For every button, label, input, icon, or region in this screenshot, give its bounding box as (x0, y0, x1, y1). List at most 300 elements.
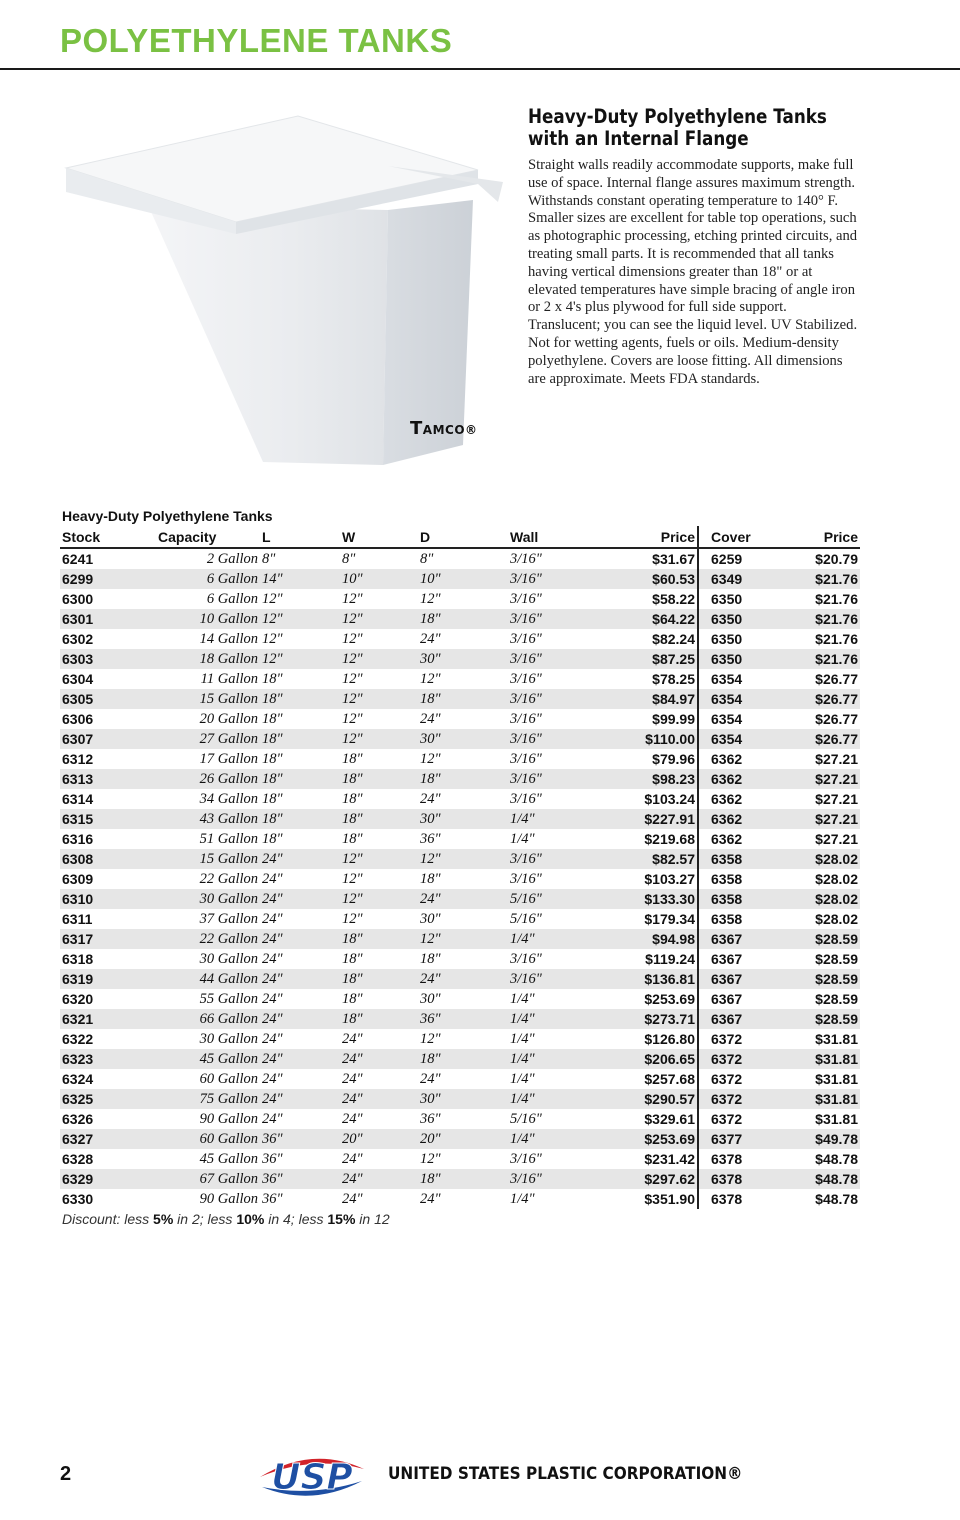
capacity-cell: 90 Gallon (199, 1111, 258, 1127)
cover-price-cell: $28.02 (815, 911, 858, 927)
depth-cell: 36" (418, 1009, 508, 1029)
table-row (60, 589, 860, 609)
stock-cell: 6311 (62, 911, 93, 927)
wall-cell: 1/4" (508, 1129, 588, 1149)
price-cell: $98.23 (588, 769, 698, 789)
width-cell: 24" (342, 1031, 363, 1047)
stock-cell: 6330 (62, 1191, 94, 1207)
width-cell: 24" (342, 1191, 363, 1207)
price-cell: $227.91 (588, 809, 698, 829)
length-cell: 18" (260, 809, 340, 829)
capacity-cell: 30 Gallon (199, 951, 258, 967)
title-divider (0, 68, 960, 70)
capacity-cell: 60 Gallon (156, 1129, 260, 1149)
cover-price-cell: $28.59 (815, 951, 858, 967)
depth-cell: 24" (420, 791, 441, 807)
wall-cell: 3/16" (510, 951, 542, 967)
table-row (60, 789, 860, 809)
company-name: UNITED STATES PLASTIC CORPORATION® (388, 1464, 743, 1484)
cover-price-cell: $49.78 (780, 1129, 860, 1149)
stock-cell: 6324 (62, 1071, 94, 1087)
capacity-cell: 22 Gallon (199, 871, 258, 887)
cover-price-cell: $31.81 (780, 1049, 860, 1069)
depth-cell: 12" (420, 1151, 441, 1167)
stock-cell: 6302 (62, 631, 94, 647)
depth-cell: 24" (420, 631, 441, 647)
width-cell: 12" (342, 631, 363, 647)
wall-cell: 1/4" (508, 1089, 588, 1109)
depth-cell: 30" (418, 809, 508, 829)
length-cell: 24" (262, 1031, 283, 1047)
depth-cell: 18" (418, 769, 508, 789)
wall-cell: 3/16" (510, 671, 542, 687)
col-width: W (340, 526, 418, 548)
width-cell: 12" (340, 649, 418, 669)
wall-cell: 1/4" (508, 929, 588, 949)
wall-cell: 3/16" (508, 689, 588, 709)
width-cell: 20" (340, 1129, 418, 1149)
cover-price-cell: $20.79 (815, 551, 858, 567)
width-cell: 10" (340, 569, 418, 589)
price-cell: $99.99 (652, 711, 695, 727)
length-cell: 36" (260, 1169, 340, 1189)
width-cell: 24" (342, 1071, 363, 1087)
table-row (60, 1189, 860, 1209)
cover-cell: 6372 (698, 1089, 780, 1109)
capacity-cell: 90 Gallon (199, 1191, 258, 1207)
wall-cell: 3/16" (510, 591, 542, 607)
wall-cell: 3/16" (510, 551, 542, 567)
length-cell: 24" (260, 1049, 340, 1069)
depth-cell: 24" (420, 1071, 441, 1087)
table-row (60, 909, 860, 929)
capacity-cell: 75 Gallon (156, 1089, 260, 1109)
table-header-row (60, 526, 860, 548)
wall-cell: 3/16" (510, 871, 542, 887)
capacity-cell: 43 Gallon (156, 809, 260, 829)
width-cell: 24" (342, 1151, 363, 1167)
cover-cell: 6362 (698, 769, 780, 789)
depth-cell: 36" (420, 1111, 441, 1127)
price-cell: $297.62 (588, 1169, 698, 1189)
price-cell: $126.80 (644, 1031, 695, 1047)
cover-cell: 6367 (698, 949, 780, 969)
table-row (60, 749, 860, 769)
wall-cell: 5/16" (510, 911, 542, 927)
depth-cell: 36" (420, 831, 441, 847)
table-row (60, 1129, 860, 1149)
cover-price-cell: $26.77 (780, 689, 860, 709)
cover-price-cell: $28.59 (780, 1009, 860, 1029)
cover-price-cell: $31.81 (815, 1111, 858, 1127)
length-cell: 24" (260, 889, 340, 909)
depth-cell: 18" (420, 871, 441, 887)
length-cell: 18" (262, 791, 283, 807)
depth-cell: 20" (418, 1129, 508, 1149)
width-cell: 18" (342, 831, 363, 847)
cover-cell: 6378 (698, 1169, 780, 1189)
price-cell: $103.24 (644, 791, 695, 807)
cover-cell: 6377 (698, 1129, 780, 1149)
cover-cell: 6358 (698, 869, 780, 889)
capacity-cell: 26 Gallon (156, 769, 260, 789)
table-row (60, 729, 860, 749)
width-cell: 12" (342, 671, 363, 687)
usp-logo (256, 1447, 368, 1502)
capacity-cell: 22 Gallon (156, 929, 260, 949)
length-cell: 18" (262, 831, 283, 847)
depth-cell: 30" (420, 911, 441, 927)
wall-cell: 1/4" (510, 831, 535, 847)
cover-price-cell: $26.77 (815, 671, 858, 687)
length-cell: 24" (262, 951, 283, 967)
cover-cell: 6354 (698, 689, 780, 709)
capacity-cell: 6 Gallon (206, 591, 258, 607)
length-cell: 36" (260, 1129, 340, 1149)
table-row (60, 1049, 860, 1069)
table-row (60, 829, 860, 849)
cover-cell: 6378 (698, 1189, 780, 1209)
tanks-table (60, 526, 860, 1209)
price-cell: $273.71 (588, 1009, 698, 1029)
length-cell: 24" (260, 1009, 340, 1029)
capacity-cell: 17 Gallon (199, 751, 258, 767)
wall-cell: 1/4" (510, 1191, 535, 1207)
length-cell: 24" (262, 1071, 283, 1087)
depth-cell: 18" (418, 609, 508, 629)
length-cell: 8" (262, 551, 276, 567)
table-row (60, 649, 860, 669)
width-cell: 12" (342, 871, 363, 887)
depth-cell: 30" (418, 1089, 508, 1109)
cover-price-cell: $21.76 (780, 609, 860, 629)
cover-cell: 6367 (698, 1009, 780, 1029)
width-cell: 12" (342, 911, 363, 927)
table-row (60, 1109, 860, 1129)
depth-cell: 18" (418, 1049, 508, 1069)
depth-cell: 12" (420, 591, 441, 607)
wall-cell: 3/16" (508, 769, 588, 789)
width-cell: 18" (340, 809, 418, 829)
width-cell: 18" (342, 951, 363, 967)
length-cell: 12" (262, 631, 283, 647)
table-row (60, 849, 860, 869)
length-cell: 18" (262, 711, 283, 727)
col-capacity: Capacity (156, 526, 260, 548)
price-cell: $253.69 (644, 991, 695, 1007)
table-row (60, 569, 860, 589)
price-cell: $119.24 (645, 951, 695, 967)
stock-cell: 6322 (62, 1031, 94, 1047)
price-cell: $79.96 (652, 751, 695, 767)
wall-cell: 1/4" (510, 991, 535, 1007)
cover-price-cell: $27.21 (815, 751, 858, 767)
stock-cell: 6307 (60, 729, 156, 749)
stock-cell: 6315 (60, 809, 156, 829)
table-row (60, 889, 860, 909)
price-cell: $253.69 (588, 1129, 698, 1149)
capacity-cell: 66 Gallon (156, 1009, 260, 1029)
table-row (60, 929, 860, 949)
length-cell: 24" (260, 969, 340, 989)
col-wall: Wall (508, 526, 588, 548)
col-cover: Cover (698, 526, 780, 548)
price-cell: $84.97 (588, 689, 698, 709)
depth-cell: 12" (420, 1031, 441, 1047)
stock-cell: 6326 (62, 1111, 94, 1127)
cover-price-cell: $27.21 (815, 791, 858, 807)
capacity-cell: 6 Gallon (156, 569, 260, 589)
wall-cell: 5/16" (508, 889, 588, 909)
length-cell: 24" (262, 991, 283, 1007)
col-price: Price (588, 526, 698, 548)
capacity-cell: 51 Gallon (199, 831, 258, 847)
depth-cell: 12" (420, 751, 441, 767)
stock-cell: 6305 (60, 689, 156, 709)
price-cell: $110.00 (588, 729, 698, 749)
cover-cell: 6372 (698, 1029, 780, 1049)
depth-cell: 12" (418, 849, 508, 869)
cover-cell: 6372 (698, 1069, 780, 1089)
wall-cell: 3/16" (508, 1169, 588, 1189)
capacity-cell: 30 Gallon (199, 1031, 258, 1047)
cover-cell: 6350 (698, 589, 780, 609)
cover-price-cell: $28.02 (780, 889, 860, 909)
cover-cell: 6362 (698, 789, 780, 809)
cover-cell: 6358 (698, 889, 780, 909)
table-row (60, 869, 860, 889)
width-cell: 12" (340, 849, 418, 869)
capacity-cell: 20 Gallon (199, 711, 258, 727)
capacity-cell: 34 Gallon (199, 791, 258, 807)
page-number: 2 (60, 1463, 72, 1485)
stock-cell: 6308 (60, 849, 156, 869)
stock-cell: 6313 (60, 769, 156, 789)
cover-cell: 6378 (698, 1149, 780, 1169)
length-cell: 24" (260, 929, 340, 949)
width-cell: 12" (340, 729, 418, 749)
table-row (60, 1169, 860, 1189)
cover-price-cell: $26.77 (815, 711, 858, 727)
table-row (60, 1069, 860, 1089)
wall-cell: 1/4" (510, 1031, 535, 1047)
price-cell: $351.90 (644, 1191, 695, 1207)
svg-text:USP: USP (271, 1457, 353, 1498)
wall-cell: 3/16" (508, 729, 588, 749)
depth-cell: 12" (420, 671, 441, 687)
stock-cell: 6304 (62, 671, 94, 687)
depth-cell: 24" (420, 711, 441, 727)
cover-price-cell: $28.02 (780, 849, 860, 869)
stock-cell: 6303 (60, 649, 156, 669)
width-cell: 18" (340, 769, 418, 789)
price-cell: $60.53 (588, 569, 698, 589)
table-row (60, 769, 860, 789)
price-cell: $136.81 (588, 969, 698, 989)
width-cell: 24" (340, 1049, 418, 1069)
cover-price-cell: $27.21 (780, 809, 860, 829)
cover-price-cell: $48.78 (780, 1169, 860, 1189)
cover-cell: 6362 (698, 829, 780, 849)
cover-price-cell: $48.78 (815, 1151, 858, 1167)
wall-cell: 3/16" (510, 751, 542, 767)
cover-cell: 6367 (698, 969, 780, 989)
cover-price-cell: $31.81 (780, 1089, 860, 1109)
width-cell: 24" (340, 1089, 418, 1109)
length-cell: 12" (260, 649, 340, 669)
table-row (60, 1089, 860, 1109)
width-cell: 18" (342, 991, 363, 1007)
table-row (60, 1009, 860, 1029)
stock-cell: 6312 (62, 751, 94, 767)
cover-cell: 6372 (698, 1109, 780, 1129)
stock-cell: 6317 (60, 929, 156, 949)
capacity-cell: 27 Gallon (156, 729, 260, 749)
table-row (60, 689, 860, 709)
length-cell: 18" (260, 769, 340, 789)
width-cell: 18" (340, 1009, 418, 1029)
capacity-cell: 60 Gallon (199, 1071, 258, 1087)
width-cell: 12" (342, 591, 363, 607)
cover-price-cell: $27.21 (780, 769, 860, 789)
wall-cell: 3/16" (510, 631, 542, 647)
width-cell: 12" (340, 889, 418, 909)
col-length: L (260, 526, 340, 548)
capacity-cell: 45 Gallon (156, 1049, 260, 1069)
table-row (60, 809, 860, 829)
width-cell: 18" (342, 751, 363, 767)
wall-cell: 3/16" (508, 649, 588, 669)
width-cell: 18" (342, 791, 363, 807)
wall-cell: 5/16" (510, 1111, 542, 1127)
capacity-cell: 44 Gallon (156, 969, 260, 989)
depth-cell: 18" (418, 1169, 508, 1189)
length-cell: 18" (260, 729, 340, 749)
capacity-cell: 45 Gallon (199, 1151, 258, 1167)
width-cell: 18" (340, 969, 418, 989)
width-cell: 18" (340, 929, 418, 949)
cover-cell: 6354 (698, 729, 780, 749)
wall-cell: 3/16" (508, 849, 588, 869)
tamco-logo: TAMCO® (410, 418, 478, 439)
capacity-cell: 14 Gallon (199, 631, 258, 647)
capacity-cell: 67 Gallon (156, 1169, 260, 1189)
cover-cell: 6350 (698, 629, 780, 649)
width-cell: 8" (342, 551, 356, 567)
stock-cell: 6325 (60, 1089, 156, 1109)
col-stock: Stock (60, 526, 156, 548)
price-cell: $103.27 (644, 871, 695, 887)
capacity-cell: 15 Gallon (156, 689, 260, 709)
stock-cell: 6318 (62, 951, 94, 967)
cover-price-cell: $21.76 (780, 569, 860, 589)
cover-cell: 6358 (698, 909, 780, 929)
price-cell: $206.65 (588, 1049, 698, 1069)
price-cell: $257.68 (644, 1071, 695, 1087)
cover-cell: 6367 (698, 929, 780, 949)
price-cell: $82.24 (652, 631, 695, 647)
cover-cell: 6354 (698, 709, 780, 729)
table-caption: Heavy-Duty Polyethylene Tanks (62, 508, 273, 524)
price-cell: $231.42 (644, 1151, 695, 1167)
cover-cell: 6372 (698, 1049, 780, 1069)
cover-price-cell: $31.81 (815, 1031, 858, 1047)
stock-cell: 6309 (62, 871, 94, 887)
stock-cell: 6301 (60, 609, 156, 629)
table-row (60, 629, 860, 649)
cover-price-cell: $28.59 (780, 969, 860, 989)
depth-cell: 30" (418, 649, 508, 669)
cover-cell: 6259 (698, 548, 780, 569)
wall-cell: 3/16" (508, 969, 588, 989)
stock-cell: 6310 (60, 889, 156, 909)
length-cell: 24" (262, 911, 283, 927)
product-heading: Heavy-Duty Polyethylene Tanks with an Internal Flange (528, 105, 827, 150)
table-row (60, 1149, 860, 1169)
width-cell: 12" (340, 689, 418, 709)
depth-cell: 18" (420, 951, 441, 967)
cover-price-cell: $31.81 (815, 1071, 858, 1087)
length-cell: 18" (262, 671, 283, 687)
product-description: Straight walls readily accommodate supports, make full use of space. Internal flange assures maximum strength. Withstands constant operating temperature to 140° F. Smaller sizes are excellent for table top operations, such as photographic processing, etching printed circuits, and treating small parts. It is recommended that all tanks having vertical dimensions greater than 18" or at elevated temperatures have simple bracing of angle iron or 2 x 4's plus plywood for full side support. Translucent; you can see the liquid level. UV Stabilized. Not for wetting agents, fuels or oils. Medium-density polyethylene. Covers are loose fitting. All dimensions are approximate. Meets FDA standards. (528, 157, 858, 387)
col-depth: D (418, 526, 508, 548)
price-cell: $87.25 (588, 649, 698, 669)
length-cell: 24" (260, 1089, 340, 1109)
wall-cell: 1/4" (510, 1071, 535, 1087)
depth-cell: 8" (420, 551, 434, 567)
length-cell: 18" (262, 751, 283, 767)
table-row (60, 969, 860, 989)
wall-cell: 1/4" (508, 1009, 588, 1029)
capacity-cell: 2 Gallon (206, 551, 258, 567)
price-cell: $290.57 (588, 1089, 698, 1109)
length-cell: 14" (260, 569, 340, 589)
price-cell: $82.57 (588, 849, 698, 869)
depth-cell: 24" (420, 1191, 441, 1207)
cover-price-cell: $21.76 (780, 649, 860, 669)
width-cell: 24" (342, 1111, 363, 1127)
table-row (60, 949, 860, 969)
stock-cell: 6316 (62, 831, 94, 847)
cover-cell: 6358 (698, 849, 780, 869)
width-cell: 12" (340, 609, 418, 629)
width-cell: 12" (342, 711, 363, 727)
price-cell: $329.61 (644, 1111, 695, 1127)
cover-cell: 6349 (698, 569, 780, 589)
wall-cell: 3/16" (508, 609, 588, 629)
table-row (60, 989, 860, 1009)
stock-cell: 6321 (60, 1009, 156, 1029)
page-title: POLYETHYLENE TANKS (60, 22, 453, 59)
cover-cell: 6350 (698, 649, 780, 669)
depth-cell: 30" (418, 729, 508, 749)
length-cell: 24" (260, 849, 340, 869)
table-row (60, 548, 860, 569)
depth-cell: 12" (418, 929, 508, 949)
length-cell: 12" (260, 609, 340, 629)
wall-cell: 1/4" (508, 809, 588, 829)
length-cell: 36" (262, 1191, 283, 1207)
wall-cell: 3/16" (508, 569, 588, 589)
table-row (60, 609, 860, 629)
stock-cell: 6329 (60, 1169, 156, 1189)
cover-cell: 6362 (698, 809, 780, 829)
price-cell: $179.34 (644, 911, 695, 927)
cover-price-cell: $21.76 (815, 631, 858, 647)
stock-cell: 6314 (62, 791, 94, 807)
capacity-cell: 11 Gallon (200, 671, 258, 687)
table-body (60, 548, 860, 1209)
